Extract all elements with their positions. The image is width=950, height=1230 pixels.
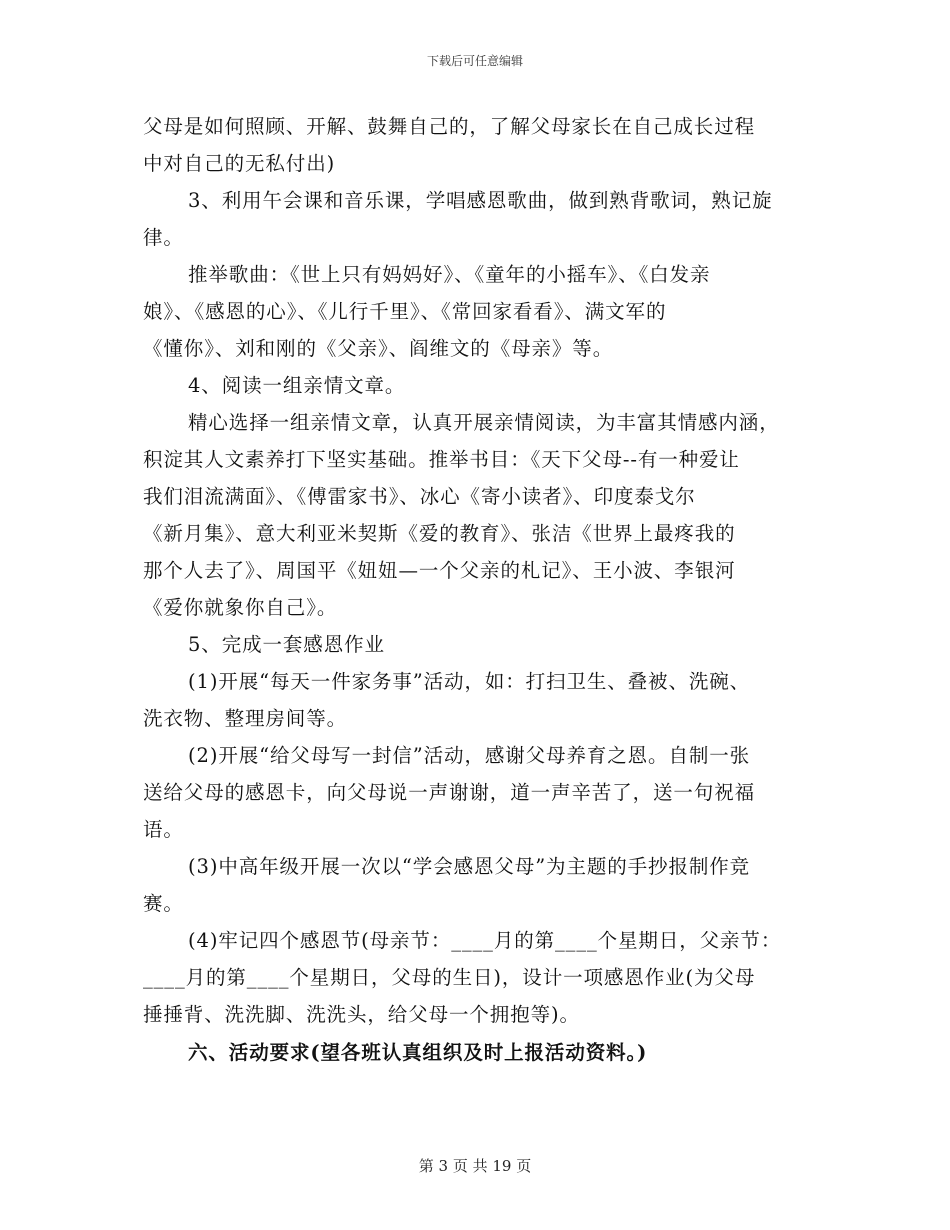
text-line: 中对自己的无私付出) bbox=[143, 152, 336, 175]
text-line: 语。 bbox=[143, 818, 184, 841]
text-line: 3、利用午会课和音乐课，学唱感恩歌曲，做到熟背歌词，熟记旋 bbox=[188, 189, 773, 212]
text-line: 律。 bbox=[143, 226, 184, 249]
text-line: 5、完成一套感恩作业 bbox=[188, 633, 385, 656]
text-line: 送给父母的感恩卡，向父母说一声谢谢，道一声辛苦了，送一句祝福 bbox=[143, 781, 756, 804]
text-line: 《爱你就象你自己》。 bbox=[143, 596, 338, 619]
page-header: 下载后可任意编辑 bbox=[426, 54, 523, 68]
page-footer: 第 3 页 共 19 页 bbox=[418, 1157, 532, 1175]
text-line: 那个人去了》、周国平《妞妞—一个父亲的札记》、王小波、李银河 bbox=[143, 559, 736, 582]
text-line: 六、活动要求(望各班认真组织及时上报活动资料。) bbox=[188, 1041, 648, 1064]
text-line: 推举歌曲：《世上只有妈妈好》、《童年的小摇车》、《白发亲 bbox=[188, 263, 711, 286]
text-line: 4、阅读一组亲情文章。 bbox=[188, 374, 406, 397]
text-line: 父母是如何照顾、开解、鼓舞自己的，了解父母家长在自己成长过程 bbox=[143, 115, 756, 138]
text-line: (4)牢记四个感恩节(母亲节：____月的第____个星期日，父亲节： bbox=[188, 929, 782, 952]
text-line: 精心选择一组亲情文章，认真开展亲情阅读，为丰富其情感内涵， bbox=[188, 411, 780, 434]
text-line: (1)开展“每天一件家务事”活动，如：打扫卫生、叠被、洗碗、 bbox=[188, 670, 751, 693]
text-line: (3)中高年级开展一次以“学会感恩父母”为主题的手抄报制作竞 bbox=[188, 855, 751, 878]
text-line: 《懂你》、刘和刚的《父亲》、阎维文的《母亲》等。 bbox=[143, 337, 614, 360]
text-line: 积淀其人文素养打下坚实基础。推举书目：《天下父母--有一种爱让 bbox=[143, 448, 740, 471]
text-line: 捶捶背、洗洗脚、洗洗头，给父母一个拥抱等)。 bbox=[143, 1003, 580, 1026]
text-line: 娘》、《感恩的心》、《儿行千里》、《常回家看看》、满文军的 bbox=[143, 300, 667, 323]
text-line: (2)开展“给父母写一封信”活动，感谢父母养育之恩。自制一张 bbox=[188, 744, 751, 767]
text-line: 赛。 bbox=[143, 892, 184, 915]
text-line: 洗衣物、整理房间等。 bbox=[143, 707, 348, 730]
document-body bbox=[143, 108, 811, 1071]
text-line: ____月的第____个星期日，父母的生日)，设计一项感恩作业(为父母 bbox=[143, 966, 756, 989]
text-line: 《新月集》、意大利亚米契斯《爱的教育》、张洁《世界上最疼我的 bbox=[143, 522, 736, 545]
text-line: 我们泪流满面》、《傅雷家书》、冰心《寄小读者》、印度泰戈尔 bbox=[143, 485, 696, 508]
